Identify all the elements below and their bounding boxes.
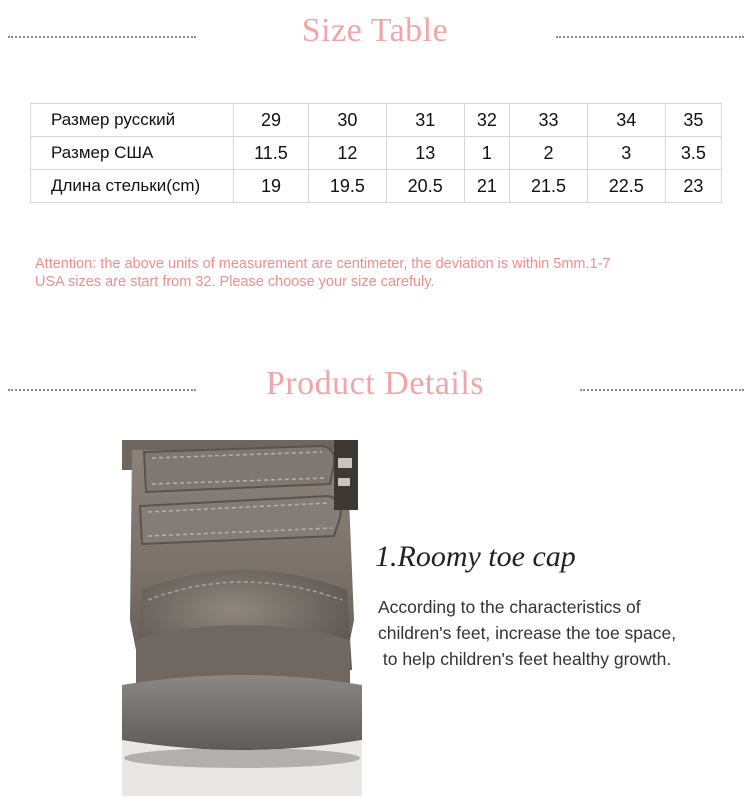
row-label: Размер США: [31, 137, 234, 170]
table-cell: 12: [308, 137, 386, 170]
product-details-header: [0, 365, 750, 415]
table-cell: 3: [587, 137, 665, 170]
feature-description: [378, 594, 738, 672]
table-cell: 30: [308, 104, 386, 137]
table-row: [31, 137, 722, 170]
table-cell: 13: [386, 137, 464, 170]
table-cell: 35: [665, 104, 721, 137]
attention-line-1: Attention: the above units of measurement are centimeter, the deviation is within 5mm.1-7: [35, 256, 611, 272]
feature-line: to help children's feet healthy growth.: [378, 649, 672, 669]
shoe-photo: [122, 440, 362, 796]
right-dotted-divider: [580, 389, 744, 391]
table-cell: 22.5: [587, 170, 665, 203]
table-cell: 34: [587, 104, 665, 137]
table-cell: 21: [464, 170, 509, 203]
size-table-header: [0, 12, 750, 62]
table-row: [31, 170, 722, 203]
table-row: [31, 104, 722, 137]
feature-title: 1.Roomy toe cap: [375, 540, 576, 573]
feature-line: According to the characteristics of: [378, 597, 641, 617]
table-cell: 31: [386, 104, 464, 137]
shoe-illustration: [122, 440, 362, 796]
size-table: [30, 103, 722, 203]
table-cell: 3.5: [665, 137, 721, 170]
attention-line-2: USA sizes are start from 32. Please choose your size carefuly.: [35, 274, 435, 290]
table-cell: 32: [464, 104, 509, 137]
feature-line: children's feet, increase the toe space,: [378, 623, 677, 643]
table-cell: 29: [234, 104, 309, 137]
row-label: Длина стельки(cm): [31, 170, 234, 203]
size-table-title: Size Table: [301, 12, 449, 49]
right-dotted-divider: [556, 36, 744, 38]
table-cell: 21.5: [510, 170, 588, 203]
row-label: Размер русский: [31, 104, 234, 137]
table-cell: 19.5: [308, 170, 386, 203]
table-cell: 20.5: [386, 170, 464, 203]
table-cell: 19: [234, 170, 309, 203]
product-details-title: Product Details: [265, 365, 485, 402]
table-cell: 23: [665, 170, 721, 203]
table-cell: 2: [510, 137, 588, 170]
table-cell: 1: [464, 137, 509, 170]
table-cell: 33: [510, 104, 588, 137]
attention-note: [35, 255, 735, 291]
table-cell: 11.5: [234, 137, 309, 170]
